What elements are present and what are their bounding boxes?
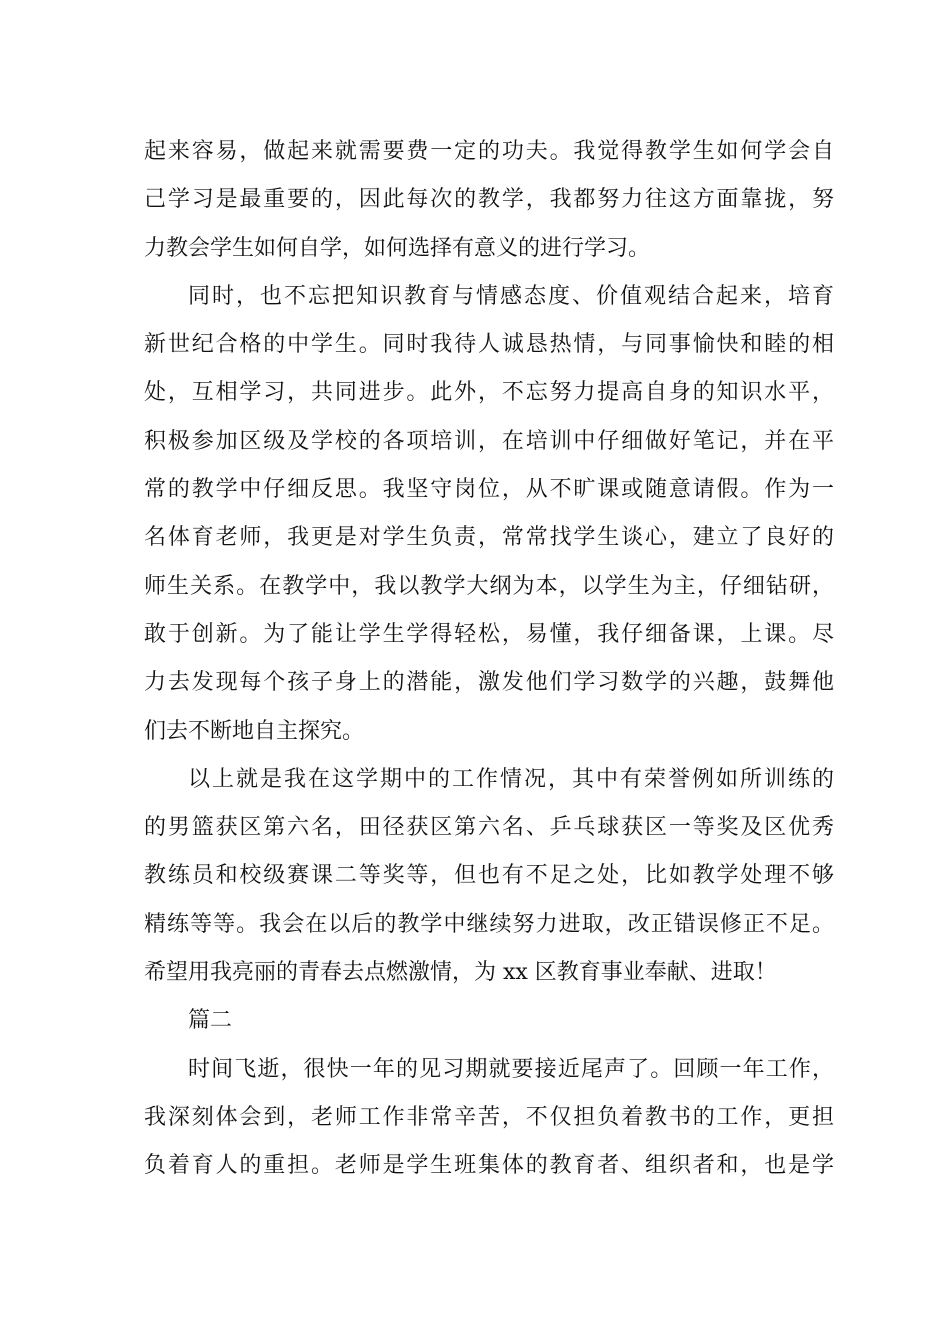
text-line: 同时，也不忘把知识教育与情感态度、价值观结合起来，培育 — [188, 283, 834, 309]
text-line: 精练等等。我会在以后的教学中继续努力进取，改正错误修正不足。 — [144, 911, 834, 937]
text-line: 以上就是我在这学期中的工作情况，其中有荣誉例如所训练的 — [188, 766, 834, 792]
text-line: 己学习是最重要的，因此每次的教学，我都努力往这方面靠拢，努 — [144, 187, 834, 213]
text-line: 我深刻体会到，老师工作非常辛苦，不仅担负着教书的工作，更担 — [144, 1104, 834, 1130]
text-line: 们去不断地自主探究。 — [144, 718, 365, 744]
section-heading: 篇二 — [188, 1008, 233, 1034]
text-line: 敢于创新。为了能让学生学得轻松，易懂，我仔细备课，上课。尽 — [144, 621, 834, 647]
text-line: 起来容易，做起来就需要费一定的功夫。我觉得教学生如何学会自 — [144, 139, 834, 164]
text-line: 师生关系。在教学中，我以教学大纲为本，以学生为主，仔细钻研， — [144, 573, 834, 599]
text-line: 新世纪合格的中学生。同时我待人诚恳热情，与同事愉快和睦的相 — [144, 332, 834, 358]
text-line: 希望用我亮丽的青春去点燃激情，为 xx 区教育事业奉献、进取！ — [144, 960, 777, 986]
text-line: 教练员和校级赛课二等奖等，但也有不足之处，比如教学处理不够 — [144, 863, 834, 889]
text-line: 常的教学中仔细反思。我坚守岗位，从不旷课或随意请假。作为一 — [144, 477, 834, 503]
text-line: 处，互相学习，共同进步。此外，不忘努力提高自身的知识水平， — [144, 380, 834, 406]
text-line: 负着育人的重担。老师是学生班集体的教育者、组织者和，也是学 — [144, 1153, 834, 1179]
document-body — [144, 128, 834, 1191]
text-line: 力教会学生如何自学，如何选择有意义的进行学习。 — [144, 235, 651, 261]
text-line: 时间飞逝，很快一年的见习期就要接近尾声了。回顾一年工作， — [188, 1056, 834, 1082]
text-line: 积极参加区级及学校的各项培训，在培训中仔细做好笔记，并在平 — [144, 428, 834, 454]
text-line: 名体育老师，我更是对学生负责，常常找学生谈心，建立了良好的 — [144, 525, 834, 551]
text-line: 的男篮获区第六名，田径获区第六名、乒乓球获区一等奖及区优秀 — [144, 815, 834, 841]
text-line: 力去发现每个孩子身上的潜能，激发他们学习数学的兴趣，鼓舞他 — [144, 670, 834, 696]
